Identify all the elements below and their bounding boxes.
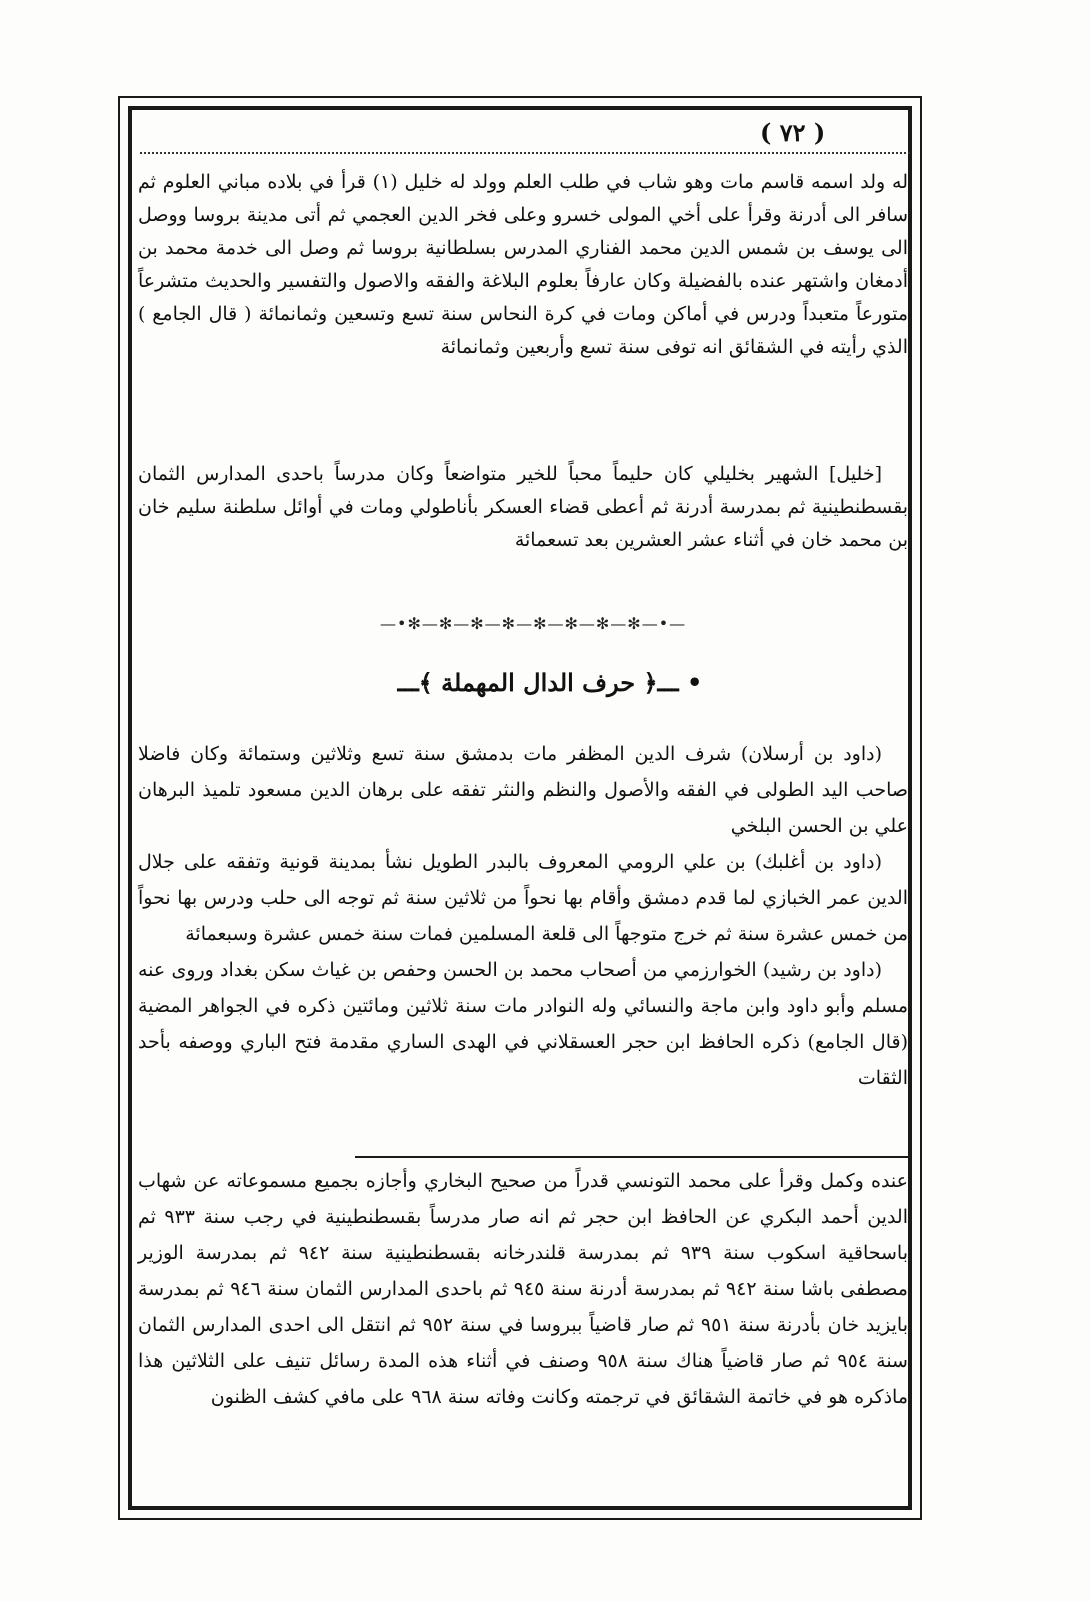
page-number: ( ٧٢ ) — [760, 118, 826, 147]
dal-section-entries — [138, 736, 908, 1096]
paragraph: [خليل] الشهير بخليلي كان حليماً محباً للخير متواضعاً وكان مدرساً باحدى المدارس الثمان بقسطنطينية ثم بمدرسة أدرنة ثم أعطى قضاء العسكر بأناطولي ومات في أوائل سلطنة سليم خان بن محمد خان في أثناء عشر العشرين بعد تسعمائة — [138, 463, 908, 551]
ornamental-divider: —•✻—✻—✻—✻—✻—✻—✻—✻—•— — [380, 614, 687, 633]
entry-dawud-ibn-rashid: (داود بن رشيد) الخوارزمي من أصحاب محمد بن الحسن وحفص بن غياث سكن بغداد وروى عنه مسلم وأبو داود وابن ماجة والنسائي وله النوادر مات سنة ثلاثين ومائتين ذكره في الجواهر المضية (قال الجامع) ذكره الحافظ ابن حجر العسقلاني في الهدى الساري مقدمة فتح الباري ووصفه بأحد الثقات — [138, 959, 908, 1089]
paragraph: عنده وكمل وقرأ على محمد التونسي قدراً من صحيح البخاري وأجازه بجميع مسموعاته عن شهاب الدين أحمد البكري عن الحافظ ابن حجر ثم انه صار مدرساً بقسطنطينية في رجب سنة ٩٣٣ ثم باسحاقية اسكوب سنة ٩٣٩ ثم بمدرسة قلندرخانه بقسطنطينية سنة ٩٤٢ ثم بمدرسة الوزير مصطفى باشا سنة ٩٤٢ ثم بمدرسة أدرنة سنة ٩٤٥ ثم باحدى المدارس الثمان سنة ٩٤٦ ثم بمدرسة بايزيد خان بأدرنة سنة ٩٥١ ثم صار قاضياً ببروسا في سنة ٩٥٢ ثم انتقل الى احدى المدارس الثمان سنة ٩٥٤ ثم صار قاضياً هناك سنة ٩٥٨ وصنف في أثناء هذه المدة رسائل تنيف على الثلاثين هذا ماذكره هو في خاتمة الشقائق في ترجمته وكانت وفاته سنة ٩٦٨ على مافي كشف الظنون — [138, 1170, 908, 1408]
biography-continuation — [138, 166, 908, 364]
entry-dawud-ibn-arslan: (داود بن أرسلان) شرف الدين المظفر مات بدمشق سنة تسع وثلاثين وستمائة وكان فاضلا صاحب اليد الطولى في الفقه والأصول والنظم والنثر تفقه على برهان الدين مسعود تلميذ البرهان علي بن الحسن البلخي — [138, 743, 908, 837]
footnote-continuation — [138, 1163, 908, 1415]
khalil-footnote-entry — [138, 458, 908, 557]
entry-dawud-ibn-aghlabak: (داود بن أغلبك) بن علي الرومي المعروف بالبدر الطويل نشأ بمدينة قونية وتفقه على جلال الدين عمر الخبازي لما قدم دمشق وأقام بها نحواً من ثلاثين سنة ثم توجه الى حلب ودرس بها نحواً من خمس عشرة سنة ثم خرج متوجهاً الى قلعة المسلمين فمات سنة خمس عشرة وسبعمائة — [138, 851, 908, 945]
paragraph: له ولد اسمه قاسم مات وهو شاب في طلب العلم وولد له خليل (١) قرأ في بلاده مباني العلوم ثم سافر الى أدرنة وقرأ على أخي المولى خسرو وعلى فخر الدين العجمي ثم أتى مدينة بروسا ووصل الى يوسف بن شمس الدين محمد الفناري المدرس بسلطانية بروسا ثم وصل الى خدمة محمد بن أدمغان واشتهر عنده بالفضيلة وكان عارفاً بعلوم البلاغة والفقه والاصول والتفسير والحديث متشرعاً متورعاً متعبداً ودرس في أماكن ومات في كرة النحاس سنة تسع وتسعين وثمانمائة ( قال الجامع ) الذي رأيته في الشقائق انه توفى سنة تسع وأربعين وثمانمائة — [138, 171, 908, 358]
header-dotted-rule — [140, 152, 910, 154]
section-heading: • ـــ﴿ حرف الدال المهملة ﴾ـــ — [397, 668, 703, 697]
footnote-separator — [355, 1156, 910, 1158]
